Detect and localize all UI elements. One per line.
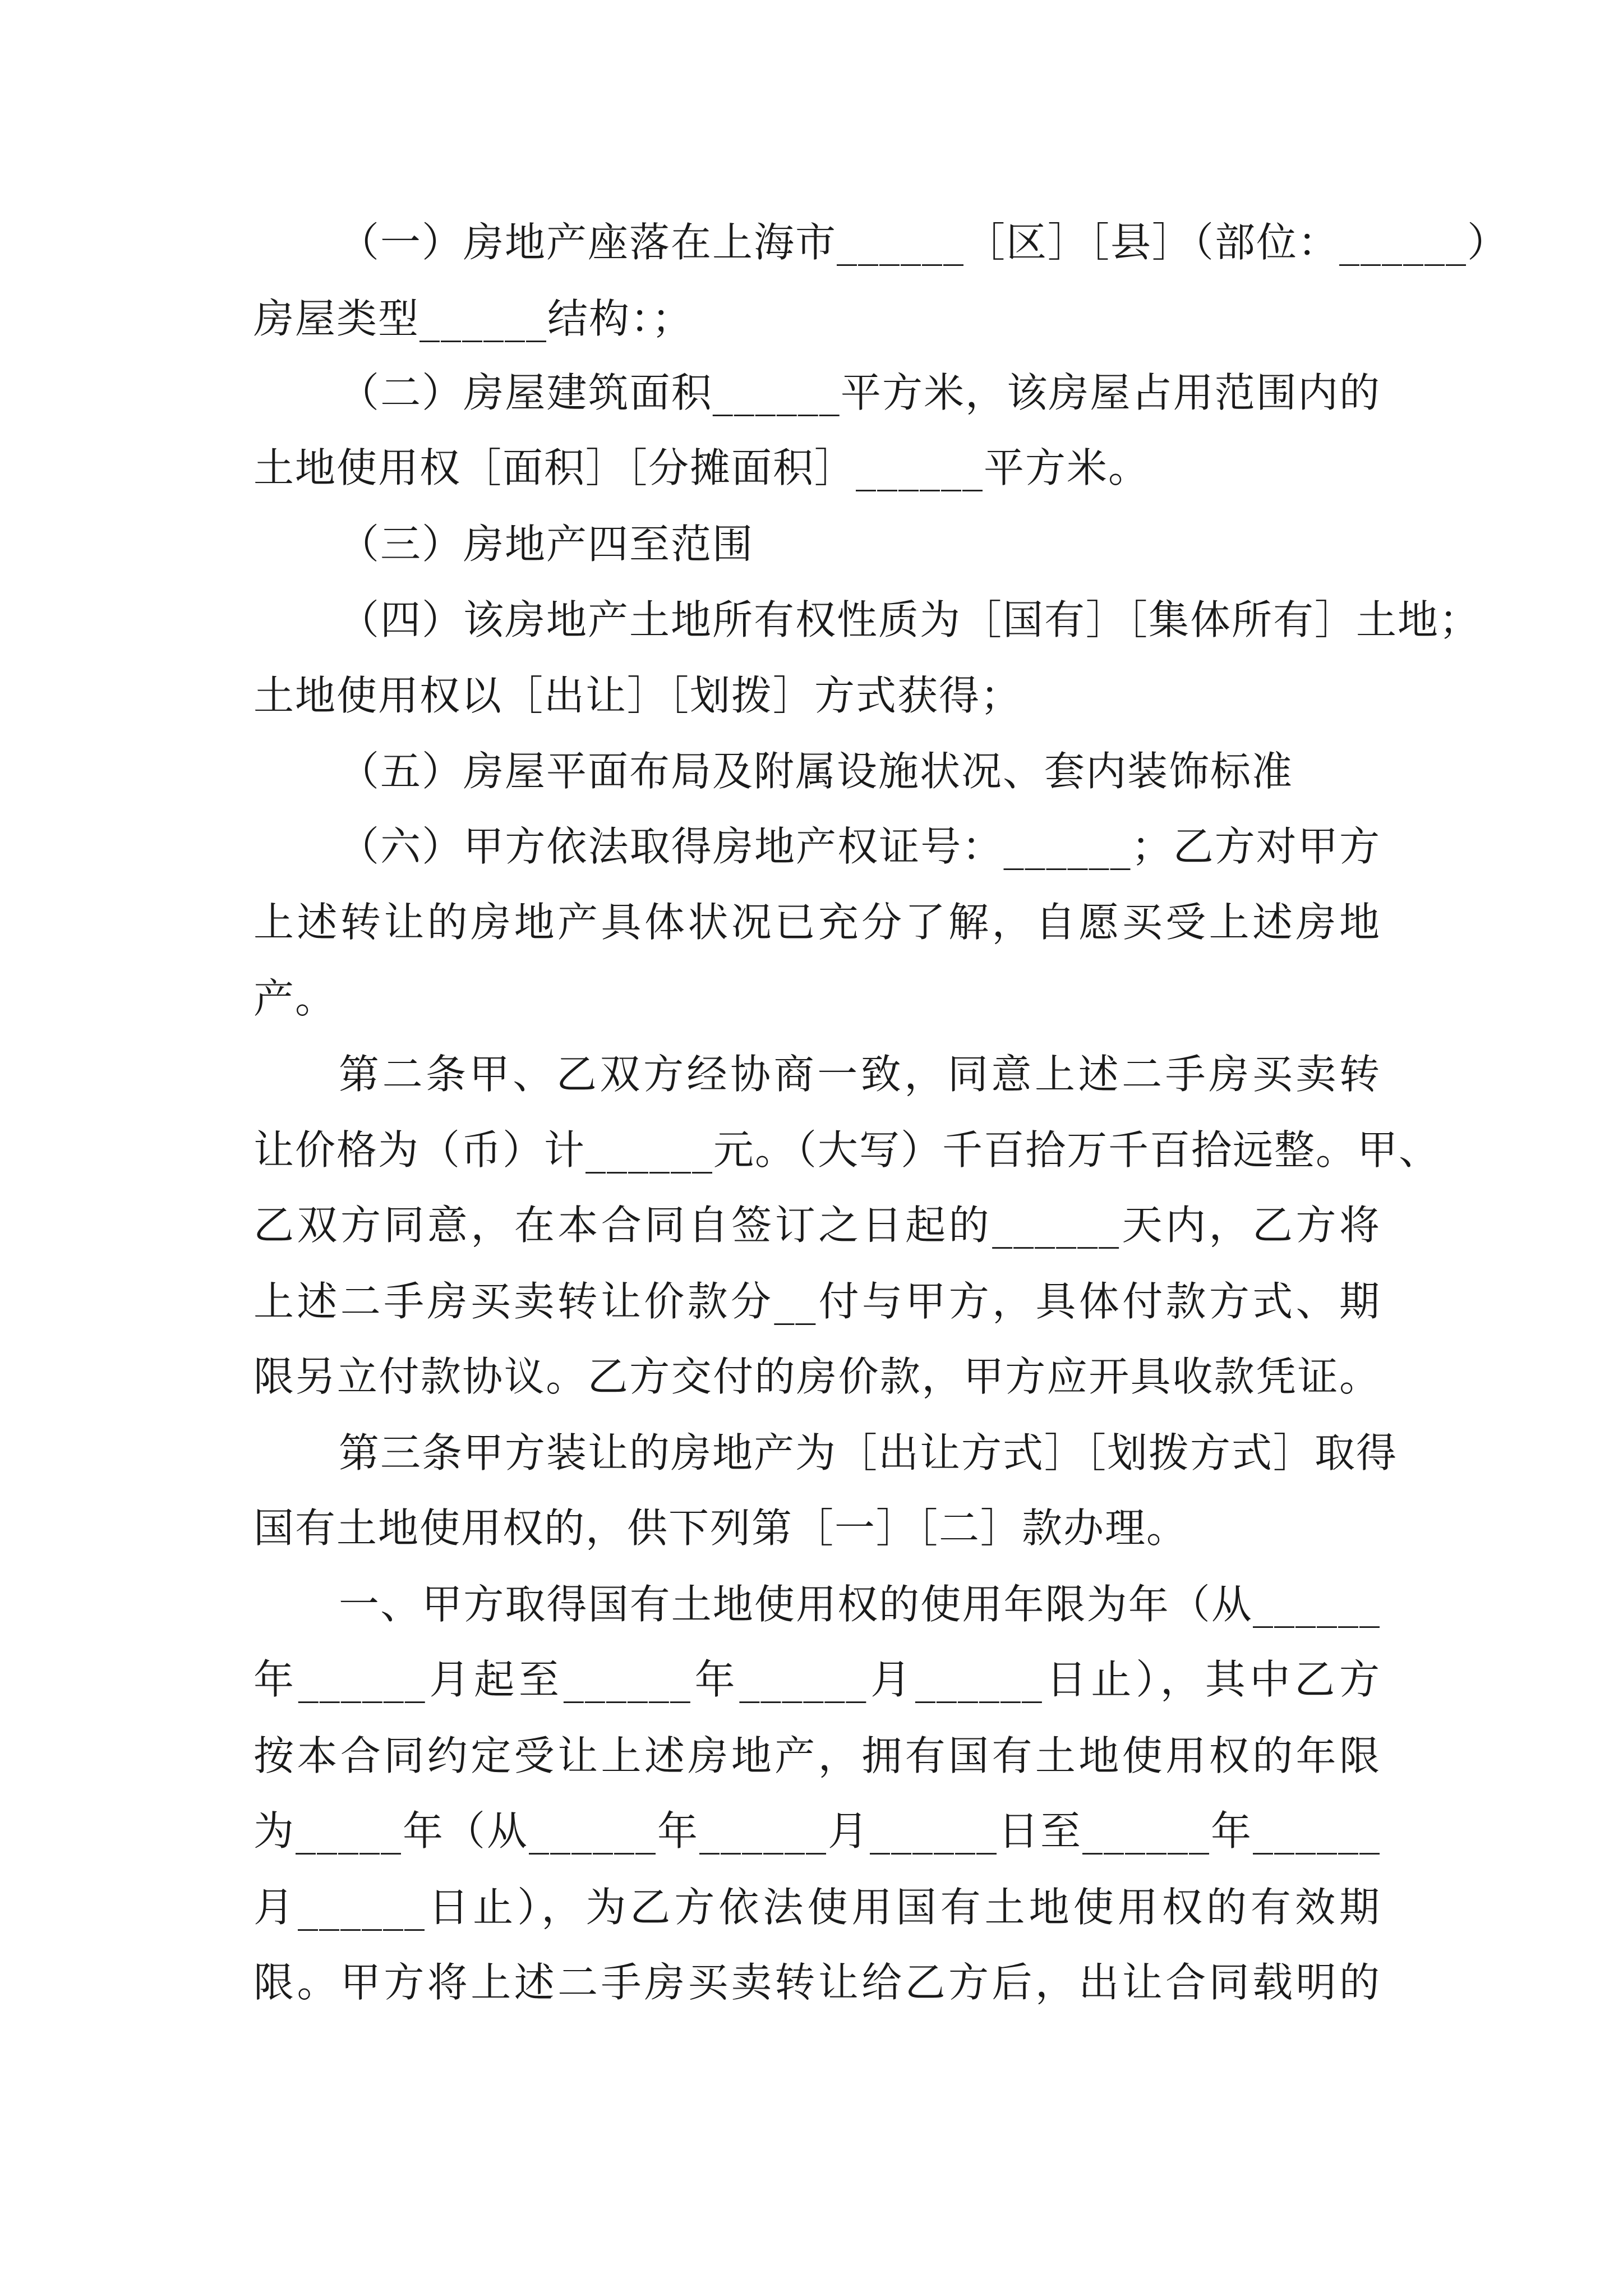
paragraph-line: 月______日止），为乙方依法使用国有土地使用权的有效期 — [253, 1884, 1381, 1931]
paragraph-line: （四）该房地产土地所有权性质为［国有］［集体所有］土地； — [339, 596, 1481, 643]
paragraph-line: 第三条甲方装让的房地产为［出让方式］［划拨方式］取得 — [339, 1429, 1398, 1476]
paragraph-line: 限另立付款协议。乙方交付的房价款，甲方应开具收款凭证。 — [253, 1353, 1381, 1400]
paragraph-line: 限。甲方将上述二手房买卖转让给乙方后，出让合同载明的 — [253, 1959, 1381, 2006]
paragraph-line: 上述二手房买卖转让价款分__付与甲方，具体付款方式、期 — [253, 1278, 1381, 1325]
paragraph-line: 一、甲方取得国有土地使用权的使用年限为年（从______ — [339, 1581, 1381, 1628]
paragraph-line: 国有土地使用权的，供下列第［一］［二］款办理。 — [253, 1504, 1188, 1552]
paragraph-line: 土地使用权以［出让］［划拨］方式获得； — [253, 672, 1022, 719]
paragraph-line: （六）甲方依法取得房地产权证号：______；乙方对甲方 — [339, 823, 1381, 870]
paragraph-line: 让价格为（币）计______元。（大写）千百拾万千百拾远整。甲、 — [253, 1126, 1441, 1174]
paragraph-line: 土地使用权［面积］［分摊面积］______平方米。 — [253, 444, 1150, 491]
paragraph-line: 乙双方同意，在本合同自签订之日起的______天内，乙方将 — [253, 1202, 1381, 1249]
paragraph-line: （五）房屋平面布局及附属设施状况、套内装饰标准 — [339, 748, 1294, 795]
paragraph-line: 产。 — [253, 975, 337, 1022]
paragraph-line: 第二条甲、乙双方经协商一致，同意上述二手房买卖转 — [339, 1051, 1381, 1098]
paragraph-line: 上述转让的房地产具体状况已充分了解，自愿买受上述房地 — [253, 899, 1381, 946]
paragraph-line: 为_____年（从______年______月______日至______年______ — [253, 1807, 1381, 1855]
paragraph-line: （二）房屋建筑面积______平方米，该房屋占用范围内的 — [339, 369, 1381, 416]
paragraph-line: 房屋类型______结构：； — [253, 295, 694, 342]
paragraph-line: （三）房地产四至范围 — [339, 521, 754, 568]
paragraph-line: 按本合同约定受让上述房地产，拥有国有土地使用权的年限 — [253, 1732, 1381, 1779]
paragraph-line: （一）房地产座落在上海市______［区］［县］（部位：______） — [339, 219, 1509, 266]
paragraph-line: 年______月起至______年______月______日止），其中乙方 — [253, 1656, 1381, 1703]
